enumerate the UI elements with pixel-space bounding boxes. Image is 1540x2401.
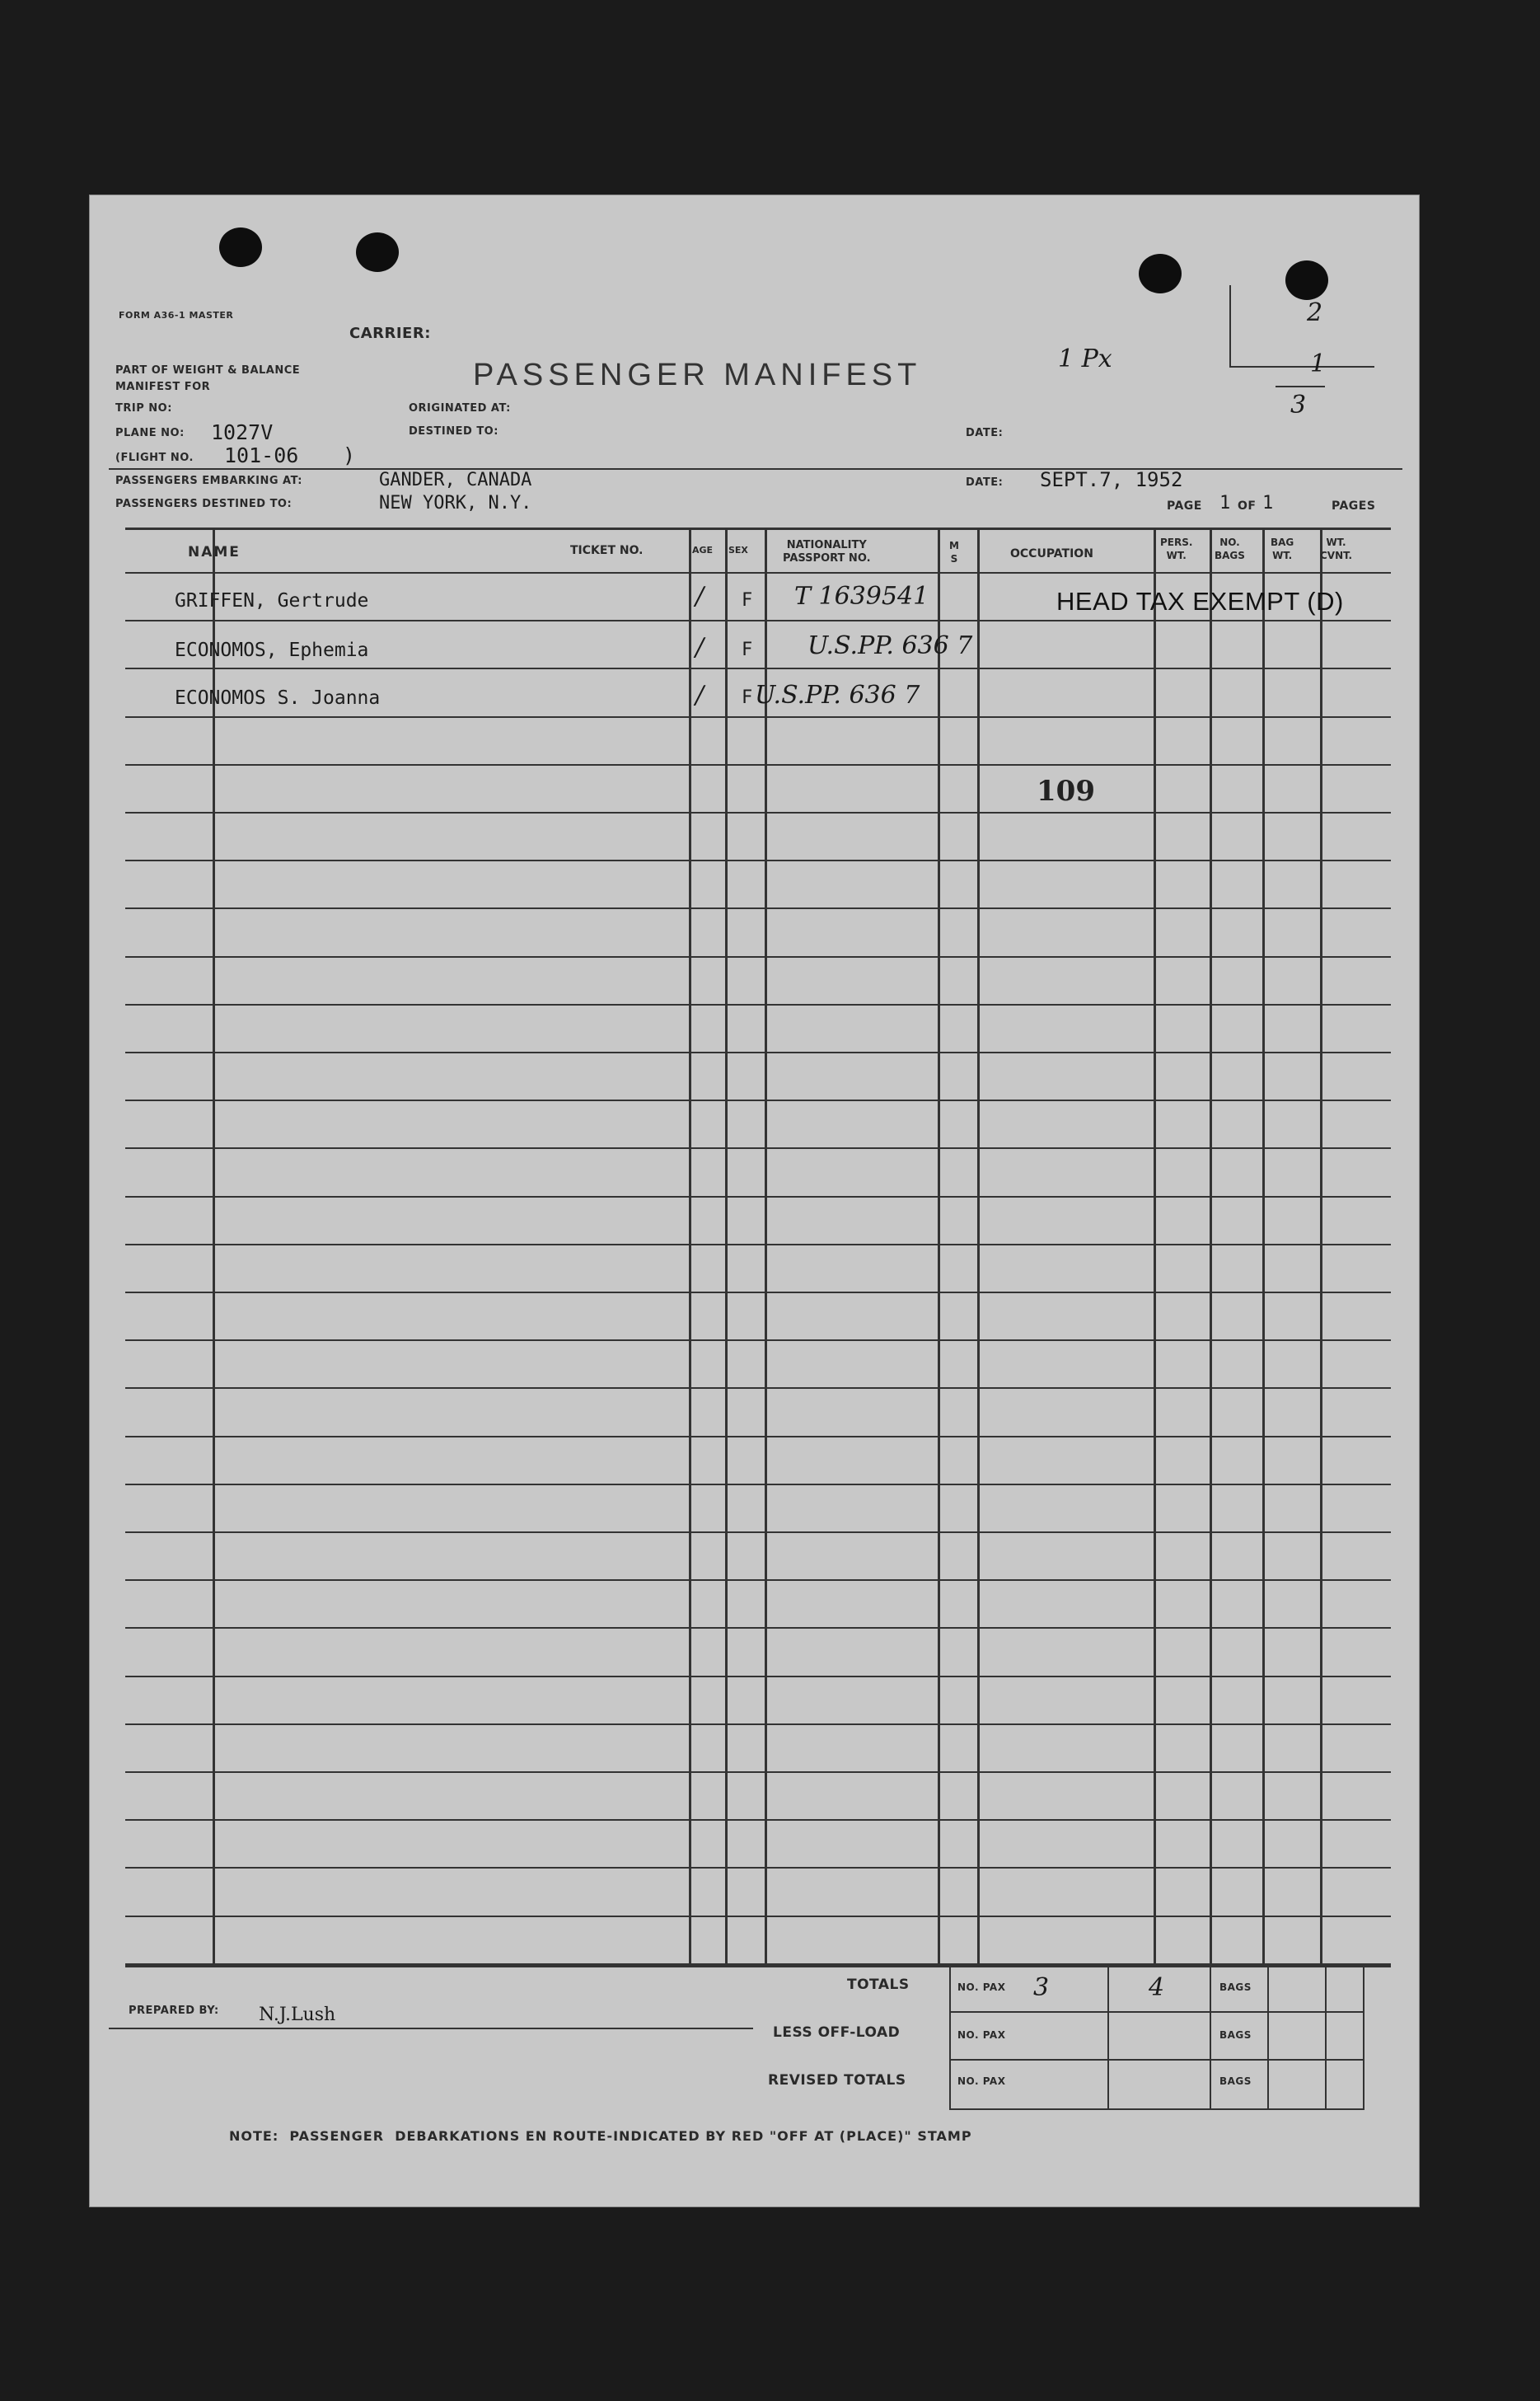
no-pax-label: NO. PAX [957, 2075, 1006, 2087]
row-name: GRIFFEN, Gertrude [175, 590, 369, 612]
table-row-rule [125, 1147, 1391, 1149]
row-name: ECONOMOS S. Joanna [175, 687, 381, 709]
col-sex: SEX [728, 545, 748, 556]
table-row-rule [125, 1292, 1391, 1293]
table-row-rule [125, 1771, 1391, 1773]
embarking-value: GANDER, CANADA [379, 470, 532, 490]
table-row-rule [125, 1676, 1391, 1677]
carrier-label: CARRIER: [349, 325, 431, 342]
table-row-rule [125, 764, 1391, 766]
row-sex: F [742, 590, 753, 611]
totals-label: TOTALS [847, 1977, 910, 1993]
table-row-rule [125, 620, 1391, 621]
less-offload-label: LESS OFF-LOAD [773, 2024, 901, 2041]
table-row-rule [125, 812, 1391, 814]
page-value: 1 [1219, 493, 1231, 513]
date2-value: SEPT.7, 1952 [1040, 468, 1183, 491]
row-passport: T 1639541 [794, 582, 929, 611]
manifest-sheet [89, 195, 1420, 2207]
no-pax-label: NO. PAX [957, 1981, 1006, 1993]
col-bag-wt: BAG WT. [1271, 537, 1294, 561]
table-column-rule [1154, 528, 1156, 1965]
row-passport: U.S.PP. 636 7 [807, 631, 973, 660]
table-row-rule [125, 1484, 1391, 1485]
totals-divider [1325, 1963, 1327, 2108]
table-column-rule [689, 528, 691, 1965]
row-passport: U.S.PP. 636 7 [755, 681, 920, 710]
table-row-rule [125, 907, 1391, 909]
row-age-mark: / [695, 582, 704, 611]
table-top-rule [125, 528, 1391, 530]
embarking-label: PASSENGERS EMBARKING AT: [115, 475, 302, 487]
manifest-table [89, 195, 1420, 2207]
totals-divider [1107, 1963, 1109, 2108]
row-age-mark: / [695, 681, 704, 710]
part-label-2: MANIFEST FOR [115, 381, 211, 393]
row-occupation: HEAD TAX EXEMPT (D) [1056, 587, 1344, 616]
top-handwriting: 1 Px [1058, 345, 1112, 373]
col-no-bags: NO. BAGS [1215, 537, 1245, 561]
form-code: FORM A36-1 MASTER [119, 310, 234, 321]
destined-pass-label: PASSENGERS DESTINED TO: [115, 498, 293, 510]
row-age-mark: / [695, 633, 704, 662]
table-column-rule [938, 528, 940, 1965]
table-row-rule [125, 1436, 1391, 1437]
table-row-rule [125, 1531, 1391, 1533]
table-column-rule [1320, 528, 1322, 1965]
row-sex: F [742, 687, 753, 708]
table-row-rule [125, 1916, 1391, 1917]
bags-label: BAGS [1219, 1981, 1252, 1993]
table-row-rule [125, 860, 1391, 861]
row-sex: F [742, 640, 753, 660]
stamp-number: 109 [1037, 775, 1095, 808]
bags-total-value: 4 [1149, 1973, 1165, 2002]
col-wt-cvnt: WT. CVNT. [1320, 537, 1353, 561]
destined-label: DESTINED TO: [409, 425, 499, 438]
table-column-rule [765, 528, 767, 1965]
of-value: 1 [1262, 493, 1274, 513]
prepared-value: N.J.Lush [259, 2005, 336, 2025]
trip-label: TRIP NO: [115, 402, 172, 415]
table-row-rule [125, 1627, 1391, 1629]
table-column-rule [977, 528, 980, 1965]
table-header-rule [125, 572, 1391, 574]
col-name: NAME [188, 544, 241, 560]
table-row-rule [125, 1819, 1391, 1821]
no-pax-label: NO. PAX [957, 2029, 1006, 2041]
revised-totals-label: REVISED TOTALS [768, 2072, 906, 2089]
table-row-rule [125, 1339, 1391, 1341]
col-age: AGE [692, 545, 714, 556]
table-row-rule [125, 1723, 1391, 1725]
page-title: PASSENGER MANIFEST [473, 358, 922, 392]
table-row-rule [125, 1052, 1391, 1053]
part-label-1: PART OF WEIGHT & BALANCE [115, 364, 301, 377]
table-column-rule [213, 528, 215, 1965]
plane-value: 1027V [211, 420, 274, 444]
row-name: ECONOMOS, Ephemia [175, 640, 369, 661]
flight-value: 101-06 [224, 443, 299, 467]
col-occupation: OCCUPATION [1010, 547, 1093, 560]
table-row-rule [125, 1579, 1391, 1581]
date2-label: DATE: [966, 476, 1004, 489]
prepared-label: PREPARED BY: [129, 2005, 219, 2017]
table-row-rule [125, 1100, 1391, 1101]
table-row-rule [125, 1004, 1391, 1006]
col-nationality: NATIONALITY PASSPORT NO. [783, 539, 871, 565]
totals-divider [1267, 1963, 1269, 2108]
table-row-rule [125, 668, 1391, 669]
table-column-rule [725, 528, 728, 1965]
fraction-top: 2 [1307, 298, 1323, 327]
totals-divider [1210, 1963, 1211, 2108]
col-ms: M S [949, 540, 959, 565]
bags-label: BAGS [1219, 2075, 1252, 2087]
col-ticket: TICKET NO. [570, 544, 644, 557]
flight-close: ) [343, 443, 356, 467]
table-row-rule [125, 1196, 1391, 1198]
bags-label: BAGS [1219, 2029, 1252, 2041]
originated-label: ORIGINATED AT: [409, 402, 511, 415]
fraction-mid: 1 [1310, 349, 1327, 378]
of-label: OF [1238, 499, 1257, 513]
table-row-rule [125, 956, 1391, 958]
page-label: PAGE [1167, 499, 1202, 513]
table-row-rule [125, 716, 1391, 718]
fraction-bottom: 3 [1290, 391, 1307, 420]
table-row-rule [125, 1867, 1391, 1869]
pages-label: PAGES [1332, 499, 1376, 513]
footer-note: NOTE: PASSENGER DEBARKATIONS EN ROUTE-INDICATED BY RED "OFF AT (PLACE)" STAMP [229, 2128, 972, 2144]
totals-divider [949, 2059, 1363, 2061]
pax-total-value: 3 [1033, 1973, 1050, 2002]
destined-pass-value: NEW YORK, N.Y. [379, 493, 532, 513]
flight-label: (FLIGHT NO. [115, 452, 194, 464]
table-column-rule [1210, 528, 1212, 1965]
date-label: DATE: [966, 427, 1004, 439]
totals-divider [949, 2011, 1363, 2013]
col-pers-wt: PERS. WT. [1160, 537, 1193, 561]
table-row-rule [125, 1387, 1391, 1389]
plane-label: PLANE NO: [115, 427, 185, 439]
prepared-underline [109, 2028, 753, 2029]
table-row-rule [125, 1244, 1391, 1245]
table-column-rule [1262, 528, 1265, 1965]
